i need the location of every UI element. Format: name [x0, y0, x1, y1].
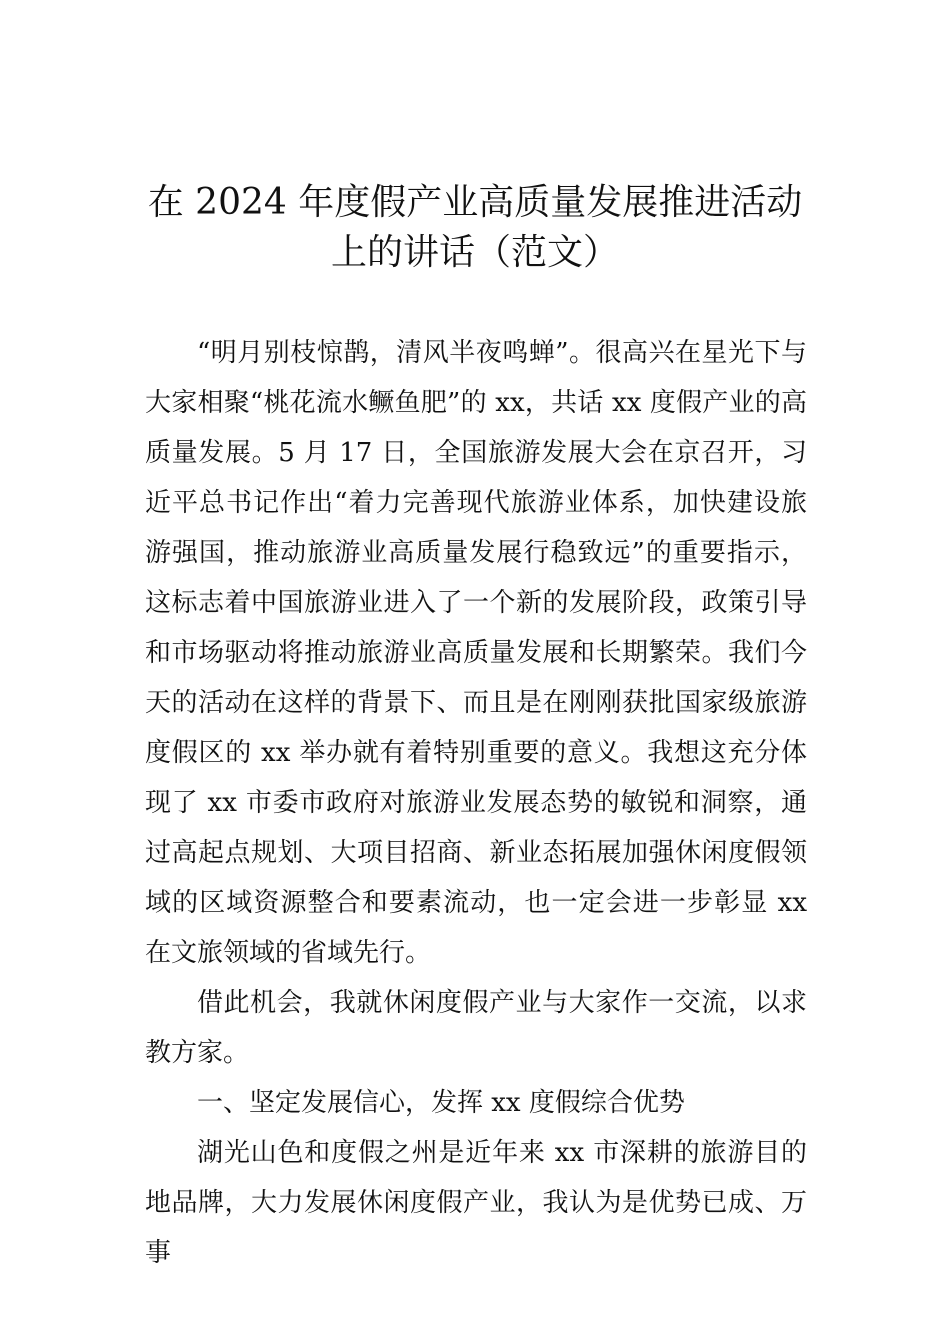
paragraph-section-one: 湖光山色和度假之州是近年来 xx 市深耕的旅游目的地品牌，大力发展休闲度假产业，我认为是优势已成、万事 [145, 1138, 807, 1268]
section-heading: 一、坚定发展信心，发挥 xx 度假综合优势 [197, 1088, 685, 1118]
paragraph-exchange: 借此机会，我就休闲度假产业与大家作一交流，以求教方家。 [145, 988, 807, 1068]
paragraph-opening: “明月别枝惊鹊，清风半夜鸣蝉”。很高兴在星光下与大家相聚“桃花流水鳜鱼肥”的 xx，共话 xx 度假产业的高质量发展。5 月 17 日，全国旅游发展大会在京召开，习近平总书记作出“着力完善现代旅游业体系，加快建设旅游强国，推动旅游业高质量发展行稳致远”的重要指示，这标志着中国旅游业进入了一个新的发展阶段，政策引导和市场驱动将推动旅游业高质量发展和长期繁荣。我们今天的活动在这样的背景下、而且是在刚刚获批国家级旅游度假区的 xx 举办就有着特别重要的意义。我想这充分体现了 xx 市委市政府对旅游业发展态势的敏锐和洞察，通过高起点规划、大项目招商、新业态拓展加强休闲度假领域的区域资源整合和要素流动，也一定会进一步彰显 xx 在文旅领域的省域先行。 [145, 338, 807, 968]
document-body [145, 328, 807, 1278]
document-title: 在 2024 年度假产业高质量发展推进活动上的讲话（范文） [147, 182, 803, 273]
